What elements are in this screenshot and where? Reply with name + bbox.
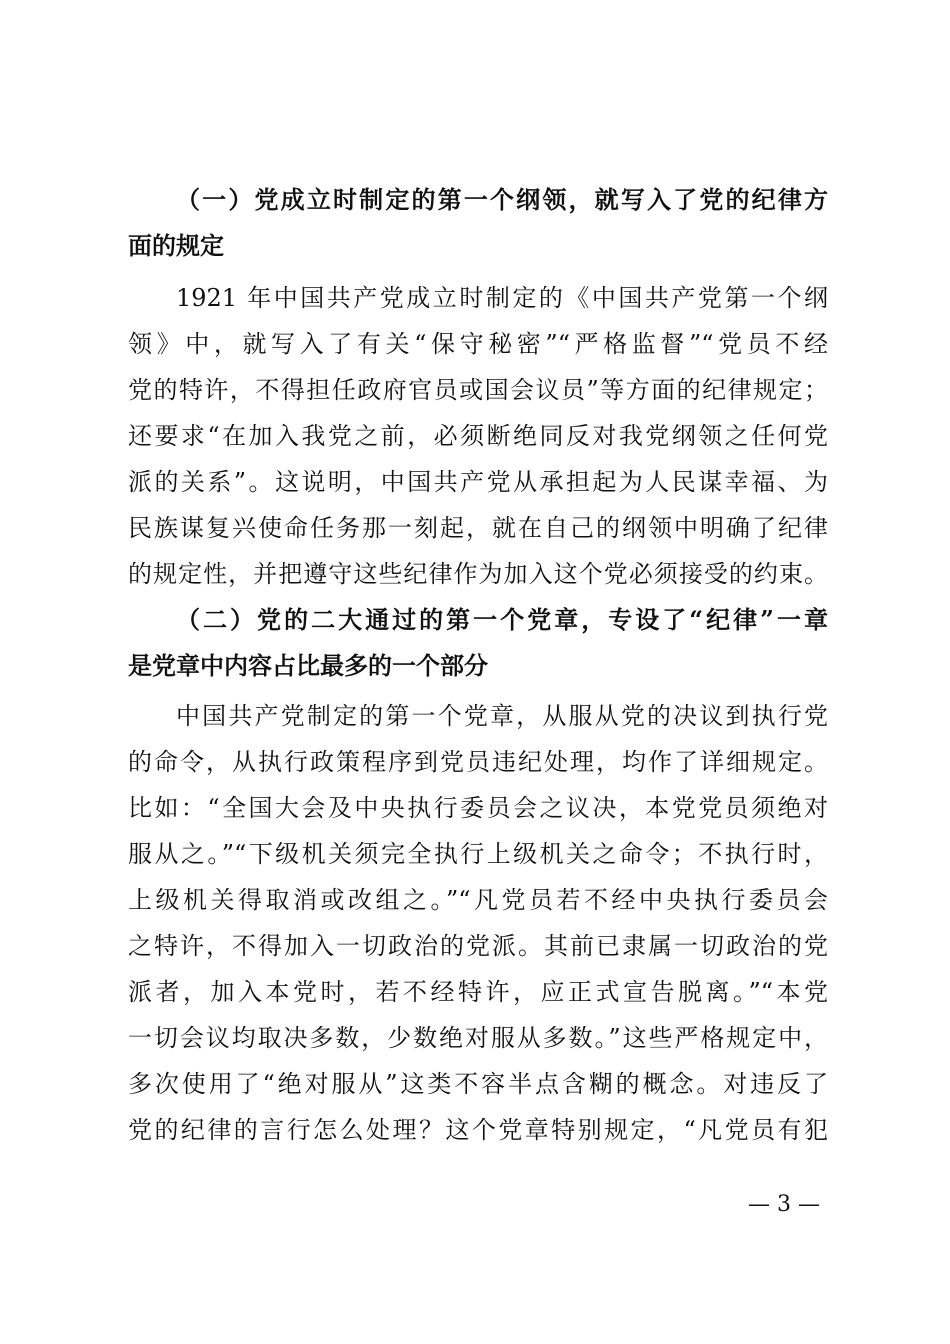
paragraph-2-line-2: 的命令，从执行政策程序到党员违纪处理，均作了详细规定。 bbox=[128, 748, 828, 776]
paragraph-2-line-10: 党的纪律的言行怎么处理？这个党章特别规定，“凡党员有犯 bbox=[128, 1116, 828, 1144]
paragraph-1-line-7: 的规定性，并把遵守这些纪律作为加入这个党必须接受的约束。 bbox=[128, 560, 828, 588]
paragraph-2-line-7: 派者，加入本党时，若不经特许，应正式宣告脱离。”“本党 bbox=[128, 978, 828, 1006]
section-heading-2-line-2: 是党章中内容占比最多的一个部分 bbox=[128, 651, 488, 680]
paragraph-2-line-5: 上级机关得取消或改组之。”“凡党员若不经中央执行委员会 bbox=[128, 886, 828, 914]
paragraph-2-line-8: 一切会议均取决多数，少数绝对服从多数。”这些严格规定中， bbox=[128, 1024, 828, 1052]
paragraph-1-line-6: 民族谋复兴使命任务那一刻起，就在自己的纲领中明确了纪律 bbox=[128, 514, 828, 542]
section-heading-1-line-2: 面的规定 bbox=[128, 231, 224, 260]
section-heading-1-line-1: （一）党成立时制定的第一个纲领，就写入了党的纪律方 bbox=[176, 185, 828, 214]
page-number: — 3 — bbox=[748, 1192, 820, 1217]
section-heading-2-line-1: （二）党的二大通过的第一个党章，专设了“纪律”一章 bbox=[176, 605, 828, 634]
paragraph-2-line-9: 多次使用了“绝对服从”这类不容半点含糊的概念。对违反了 bbox=[128, 1070, 828, 1098]
paragraph-1-line-3: 党的特许，不得担任政府官员或国会议员”等方面的纪律规定； bbox=[128, 376, 828, 404]
paragraph-2-line-6: 之特许，不得加入一切政治的党派。其前已隶属一切政治的党 bbox=[128, 932, 828, 960]
paragraph-2-line-3: 比如：“全国大会及中央执行委员会之议决，本党党员须绝对 bbox=[128, 794, 828, 822]
paragraph-1-line-2: 领》中，就写入了有关“保守秘密”“严格监督”“党员不经 bbox=[128, 330, 828, 358]
paragraph-1-line-4: 还要求“在加入我党之前，必须断绝同反对我党纲领之任何党 bbox=[128, 422, 828, 450]
paragraph-1-line-5: 派的关系”。这说明，中国共产党从承担起为人民谋幸福、为 bbox=[128, 468, 828, 496]
paragraph-2-line-4: 服从之。”“下级机关须完全执行上级机关之命令；不执行时， bbox=[128, 840, 828, 868]
paragraph-2-line-1: 中国共产党制定的第一个党章，从服从党的决议到执行党 bbox=[176, 702, 828, 730]
paragraph-1-line-1: 1921 年中国共产党成立时制定的《中国共产党第一个纲 bbox=[176, 284, 828, 312]
